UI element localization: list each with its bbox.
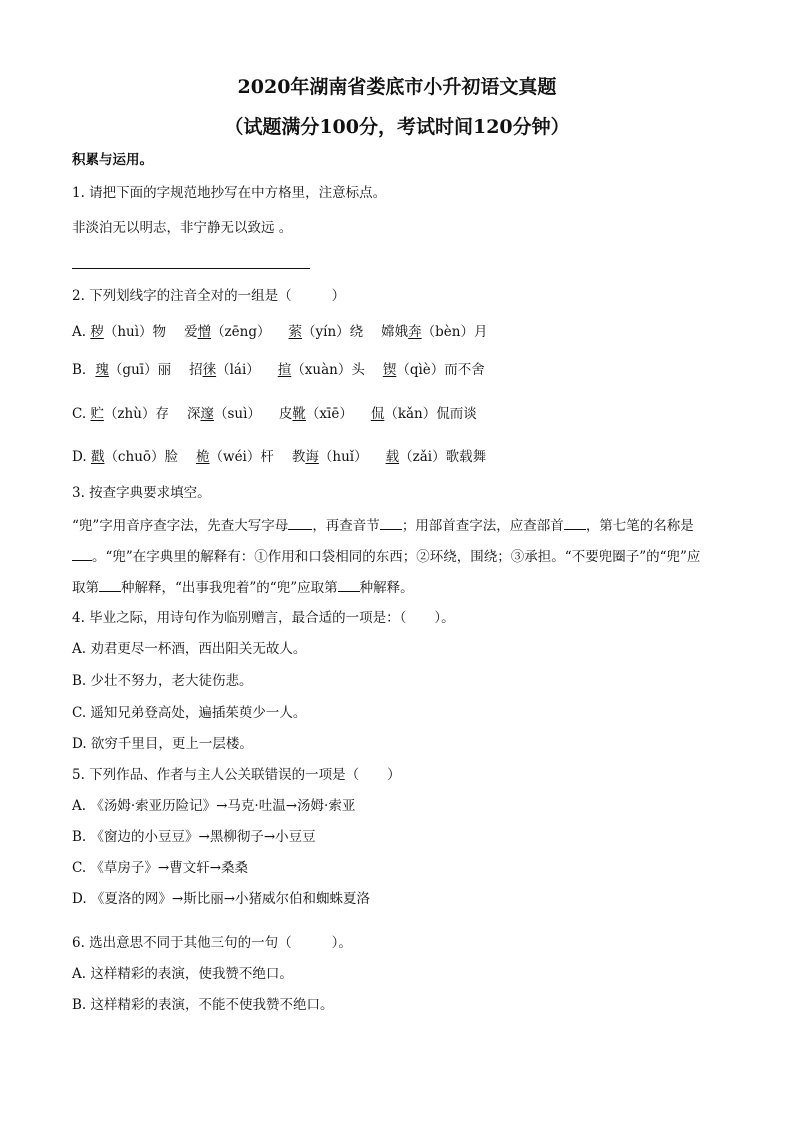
pinyin: （zǎi）歌载舞 bbox=[399, 449, 487, 465]
pinyin: （huǐ） bbox=[318, 449, 368, 465]
answer-line bbox=[72, 268, 310, 269]
q3-text: ，第七笔的名称是 bbox=[585, 518, 694, 534]
question-4-option-c: C. 遥知兄弟登高处，遍插茱萸少一人。 bbox=[72, 705, 307, 721]
underlined-char: 贮 bbox=[90, 406, 104, 422]
word-part: 嫦娥 bbox=[381, 324, 409, 340]
page-subtitle: （试题满分100分，考试时间120分钟） bbox=[224, 116, 570, 138]
question-1-stem: 1. 请把下面的字规范地抄写在中方格里，注意标点。 bbox=[72, 185, 387, 201]
question-6-option-a: A. 这样精彩的表演，使我赞不绝口。 bbox=[72, 966, 293, 982]
q4-stem-close: ）。 bbox=[434, 610, 455, 626]
pinyin: （qìè）而不舍 bbox=[396, 362, 485, 378]
fill-blank[interactable] bbox=[288, 515, 312, 530]
q2-stem-part: 2. 下列划线字的注音全对的一组是（ bbox=[72, 288, 292, 304]
q3-text: 。“兜”在字典里的解释有：①作用和口袋相同的东西；②环绕，围绕；③承担。“不要兜圈子”的“兜”应 bbox=[92, 549, 701, 565]
underlined-char: 戳 bbox=[90, 449, 105, 465]
pinyin: （xuàn）头 bbox=[291, 362, 365, 378]
question-4-option-a: A. 劝君更尽一杯酒，西出阳关无故人。 bbox=[72, 641, 307, 657]
fill-blank[interactable] bbox=[564, 515, 586, 530]
question-5-stem bbox=[72, 765, 401, 785]
q3-text: 取第 bbox=[72, 580, 99, 596]
underlined-char: 秽 bbox=[90, 324, 104, 340]
underlined-char: 侃 bbox=[370, 406, 385, 422]
fill-blank[interactable] bbox=[380, 515, 402, 530]
q3-text: 种解释。 bbox=[359, 580, 414, 596]
pinyin: （guī）丽 bbox=[108, 362, 172, 378]
question-2-option-d bbox=[72, 447, 486, 467]
underlined-char: 揎 bbox=[277, 362, 292, 378]
pinyin: （zhù）存 bbox=[103, 406, 169, 422]
pinyin: （huì）物 bbox=[103, 324, 167, 340]
q3-text: 种解释，“出事我兜着”的“兜”应取第 bbox=[121, 580, 338, 596]
underlined-char: 锲 bbox=[382, 362, 397, 378]
question-4-stem bbox=[72, 608, 455, 628]
pinyin: （bèn）月 bbox=[421, 324, 488, 340]
question-3-stem: 3. 按查字典要求填空。 bbox=[72, 485, 211, 501]
pinyin: （zēng） bbox=[211, 324, 271, 340]
question-5-option-c: C. 《草房子》→曹文轩→桑桑 bbox=[72, 860, 249, 876]
question-6-stem bbox=[72, 933, 352, 953]
question-2-option-b bbox=[72, 360, 485, 380]
fill-blank[interactable] bbox=[338, 577, 360, 592]
pinyin: （lái） bbox=[216, 362, 260, 378]
underlined-char: 徕 bbox=[202, 362, 217, 378]
word-part: 皮 bbox=[278, 406, 293, 422]
question-3-line-1 bbox=[72, 515, 694, 536]
question-4-option-b: B. 少壮不努力，老大徒伤悲。 bbox=[72, 673, 253, 689]
underlined-char: 憎 bbox=[197, 324, 212, 340]
pinyin: （yín）绕 bbox=[302, 324, 364, 340]
q6-stem-close: ）。 bbox=[331, 935, 352, 951]
word-part: 深 bbox=[186, 406, 201, 422]
question-1-text: 非淡泊无以明志，非宁静无以致远 。 bbox=[72, 220, 293, 236]
underlined-char: 载 bbox=[385, 449, 400, 465]
fill-blank[interactable] bbox=[99, 577, 121, 592]
question-2-option-c bbox=[72, 404, 477, 424]
question-5-option-b: B. 《窗边的小豆豆》→黑柳彻子→小豆豆 bbox=[72, 829, 316, 845]
q6-stem-part: 6. 选出意思不同于其他三句的一句（ bbox=[72, 935, 292, 951]
option-letter: B． bbox=[72, 362, 96, 378]
question-5-option-d: D. 《夏洛的网》→斯比丽→小猪威尔伯和蜘蛛夏洛 bbox=[72, 891, 371, 907]
question-2-stem bbox=[72, 286, 345, 306]
question-6-option-b: B. 这样精彩的表演，不能不使我赞不绝口。 bbox=[72, 997, 334, 1013]
question-3-line-3 bbox=[72, 577, 414, 598]
fill-blank[interactable] bbox=[72, 546, 92, 561]
underlined-char: 奔 bbox=[408, 324, 422, 340]
underlined-char: 邃 bbox=[200, 406, 214, 422]
question-2-option-a bbox=[72, 322, 487, 342]
word-part: 招 bbox=[189, 362, 203, 378]
section-heading: 积累与运用。 bbox=[72, 152, 153, 168]
word-part: 教 bbox=[291, 449, 306, 465]
question-4-option-d: D. 欲穷千里目，更上一层楼。 bbox=[72, 736, 253, 752]
option-letter: A. bbox=[72, 324, 91, 340]
pinyin: （suì） bbox=[213, 406, 261, 422]
q4-stem-part: 4. 毕业之际，用诗句作为临别赠言，最合适的一项是：（ bbox=[72, 610, 407, 626]
q5-stem-part: 5. 下列作品、作者与主人公关联错误的一项是（ bbox=[72, 767, 360, 783]
question-3-line-2 bbox=[72, 546, 700, 567]
q5-stem-close: ） bbox=[387, 767, 401, 783]
word-part: 爱 bbox=[184, 324, 198, 340]
pinyin: （wéi）杆 bbox=[209, 449, 274, 465]
question-5-option-a: A. 《汤姆·索亚历险记》→马克·吐温→汤姆·索亚 bbox=[72, 798, 356, 814]
underlined-char: 萦 bbox=[288, 324, 303, 340]
option-letter: C. bbox=[72, 406, 91, 422]
pinyin: （chuō）脸 bbox=[104, 449, 179, 465]
underlined-char: 瑰 bbox=[95, 362, 109, 378]
q2-stem-close: ） bbox=[331, 288, 346, 304]
underlined-char: 靴 bbox=[292, 406, 306, 422]
page-title: 2020年湖南省娄底市小升初语文真题 bbox=[237, 76, 557, 98]
q3-text: ；用部首查字法，应查部首 bbox=[401, 518, 564, 534]
option-letter: D. bbox=[72, 449, 91, 465]
underlined-char: 桅 bbox=[196, 449, 210, 465]
q3-text: “兜”字用音序查字法，先查大写字母 bbox=[72, 518, 289, 534]
q3-text: ，再查音节 bbox=[312, 518, 380, 534]
pinyin: （kǎn）侃而谈 bbox=[384, 406, 477, 422]
pinyin: （xīē） bbox=[305, 406, 353, 422]
underlined-char: 诲 bbox=[305, 449, 319, 465]
